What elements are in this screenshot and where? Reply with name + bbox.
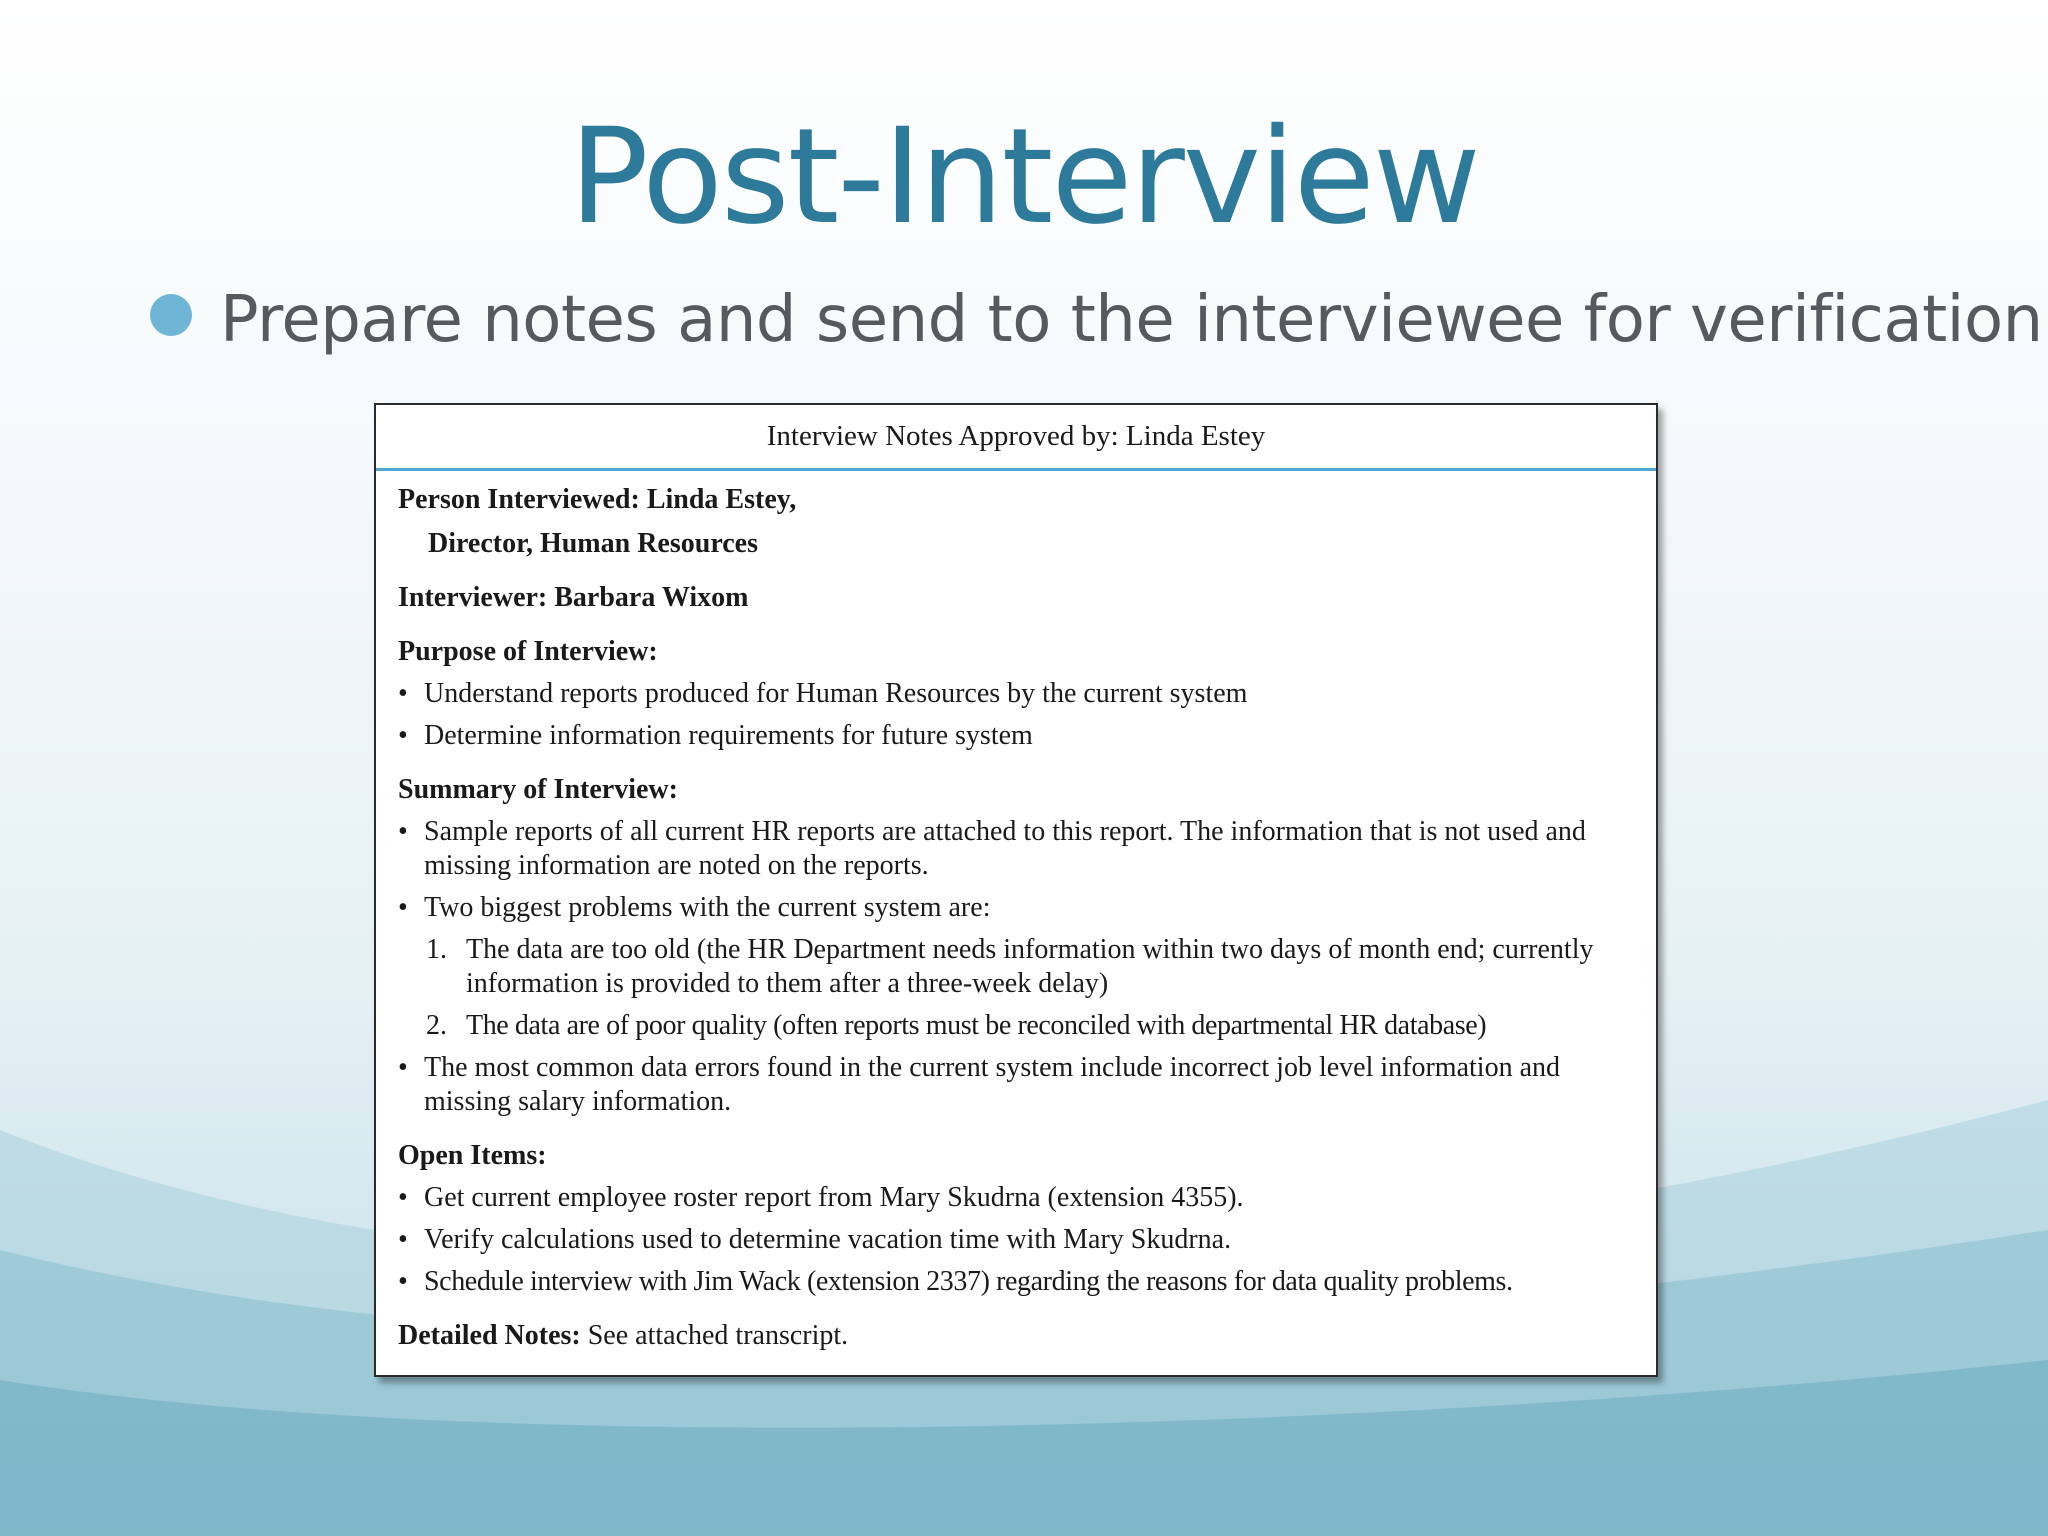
open-item: Schedule interview with Jim Wack (extension 2337) regarding the reasons for data quality problems. (424, 1266, 1513, 1297)
notes-header: Interview Notes Approved by: Linda Estey (376, 405, 1656, 471)
list-item (398, 815, 1632, 883)
list-item (398, 1181, 1632, 1215)
problem-number: 1. (426, 934, 447, 965)
summary-item: Sample reports of all current HR reports are attached to this report. The information that is not used and missing information are noted on the reports. (424, 816, 1586, 881)
problem-number: 2. (426, 1010, 447, 1041)
list-item (398, 1223, 1632, 1257)
open-items-heading: Open Items: (398, 1140, 547, 1171)
problem-text: The data are of poor quality (often reports must be reconciled with departmental HR database) (466, 1010, 1487, 1041)
list-item (398, 891, 1632, 925)
purpose-heading: Purpose of Interview: (398, 636, 658, 667)
bullet-text: Prepare notes and send to the interviewee for verification (220, 283, 2043, 357)
open-item: Get current employee roster report from Mary Skudrna (extension 4355). (424, 1182, 1244, 1213)
slide-bullet (150, 283, 2043, 357)
problem-item (398, 1009, 1632, 1043)
problem-item (398, 933, 1632, 1001)
list-item (398, 719, 1632, 753)
bullet-icon: • (398, 892, 408, 923)
bullet-icon: • (398, 678, 408, 709)
purpose-item: Determine information requirements for future system (424, 720, 1033, 751)
problem-text: The data are too old (the HR Department needs information within two days of month end; currently information is provided to them after a three-week delay) (466, 934, 1594, 999)
person-title: Director, Human Resources (428, 528, 758, 559)
bullet-icon: • (398, 1052, 408, 1083)
list-item (398, 677, 1632, 711)
summary-item: Two biggest problems with the current system are: (424, 892, 991, 923)
list-item (398, 1265, 1632, 1299)
person-interviewed: Person Interviewed: Linda Estey, (398, 484, 797, 515)
open-item: Verify calculations used to determine vacation time with Mary Skudrna. (424, 1224, 1232, 1255)
summary-item: The most common data errors found in the current system include incorrect job level information and missing salary information. (424, 1052, 1560, 1117)
purpose-item: Understand reports produced for Human Resources by the current system (424, 678, 1248, 709)
notes-body (376, 471, 1656, 1353)
detailed-notes-label: Detailed Notes: (398, 1320, 581, 1351)
slide-title: Post-Interview (569, 100, 1479, 254)
list-item (398, 1051, 1632, 1119)
summary-heading: Summary of Interview: (398, 774, 678, 805)
detailed-notes-text: See attached transcript. (587, 1320, 849, 1351)
interview-notes-card (374, 403, 1658, 1377)
bullet-dot-icon (150, 294, 192, 336)
bullet-icon: • (398, 1224, 408, 1255)
bullet-icon: • (398, 1266, 408, 1297)
detailed-notes (398, 1319, 1632, 1353)
bullet-icon: • (398, 720, 408, 751)
interviewer: Interviewer: Barbara Wixom (398, 582, 749, 613)
bullet-icon: • (398, 1182, 408, 1213)
bullet-icon: • (398, 816, 408, 847)
